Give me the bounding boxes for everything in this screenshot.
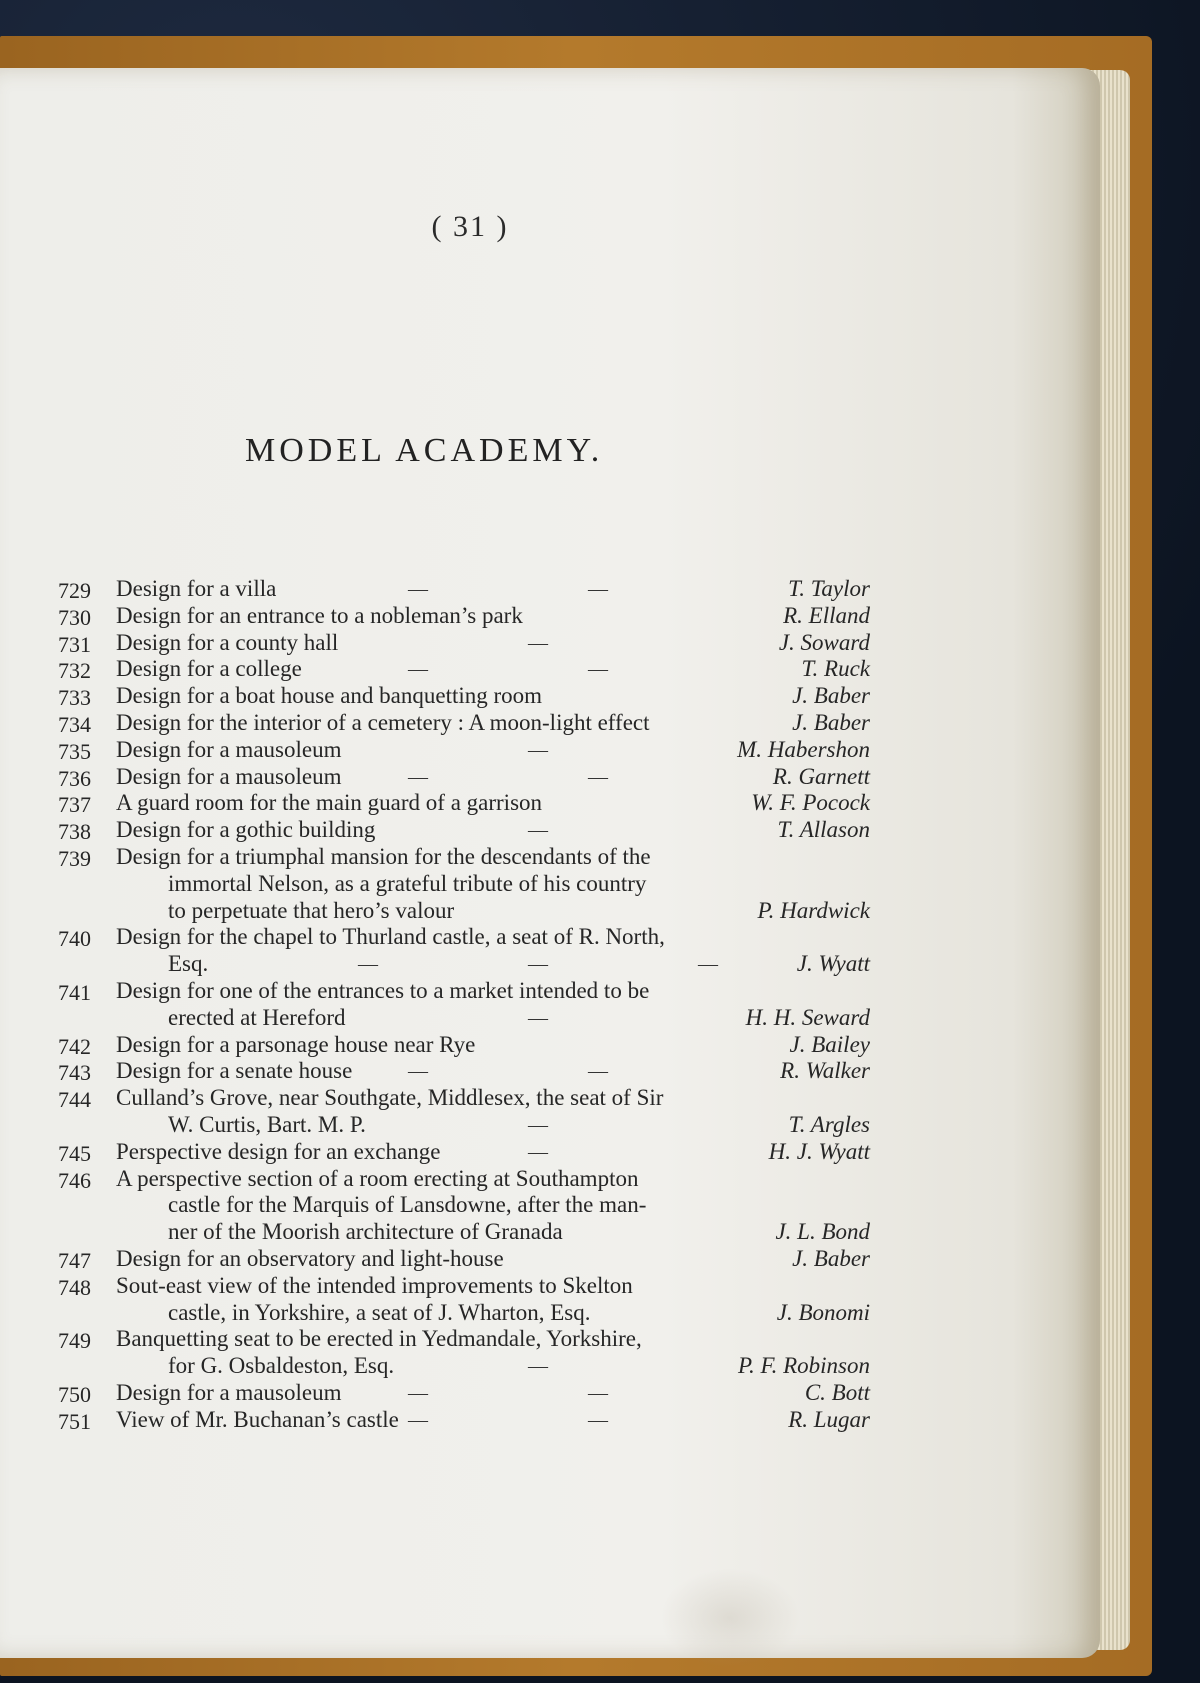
entry-title: ner of the Moorish architecture of Granada [168, 1219, 563, 1245]
entry-artist: J. Soward [778, 629, 870, 655]
entry-title: for G. Osbaldeston, Esq. [168, 1353, 395, 1379]
catalogue-entry [58, 1273, 870, 1300]
entry-number: 746 [58, 1167, 91, 1193]
catalogue-entry [58, 1139, 870, 1166]
entry-title: View of Mr. Buchanan’s castle [116, 1406, 399, 1432]
entry-title: Design for the chapel to Thurland castle, a seat of R. North, [116, 924, 665, 950]
entry-number: 742 [58, 1033, 91, 1059]
catalogue-entries [58, 576, 870, 1434]
leader-dash: — [588, 765, 608, 788]
leader-dash: — [698, 953, 718, 976]
entry-title: Culland’s Grove, near Southgate, Middlesex, the seat of Sir [116, 1085, 664, 1111]
entry-title: Design for an observatory and light-house [116, 1245, 504, 1271]
entry-number: 729 [58, 578, 91, 603]
entry-title: Perspective design for an exchange [116, 1138, 441, 1164]
leader-dash: — [358, 953, 378, 976]
entry-artist: C. Bott [804, 1379, 870, 1405]
entry-title: Design for a mausoleum [116, 736, 342, 762]
catalogue-entry [58, 603, 870, 630]
entry-title: immortal Nelson, as a grateful tribute of his country [168, 870, 647, 896]
leader-dash: — [408, 765, 428, 788]
leader-dash: — [408, 1408, 428, 1431]
catalogue-entry [58, 1246, 870, 1273]
entry-artist: J. Bonomi [776, 1299, 870, 1325]
entry-number: 750 [58, 1381, 91, 1407]
leader-dash: — [528, 1006, 548, 1029]
catalogue-entry-continuation [58, 898, 870, 925]
catalogue-entry [58, 710, 870, 737]
page-stain [660, 1568, 800, 1668]
leader-dash: — [528, 953, 548, 976]
entry-number: 732 [58, 658, 91, 684]
leader-dash: — [528, 631, 548, 654]
entry-title: Esq. [168, 951, 209, 977]
entry-artist: T. Allason [777, 817, 870, 843]
leader-dash: — [408, 658, 428, 681]
catalogue-entry [58, 1407, 870, 1434]
entry-title: Design for a boat house and banquetting room [116, 683, 543, 709]
catalogue-entry [58, 924, 870, 951]
entry-title: Design for an entrance to a nobleman’s park [116, 602, 523, 628]
entry-title: Design for one of the entrances to a market intended to be [116, 977, 650, 1003]
leader-dash: — [588, 578, 608, 600]
catalogue-entry-continuation [58, 871, 870, 898]
entry-artist: H. J. Wyatt [768, 1138, 870, 1164]
leader-dash: — [408, 1060, 428, 1083]
leader-dash: — [528, 1355, 548, 1378]
entry-number: 748 [58, 1274, 91, 1300]
entry-number: 734 [58, 711, 91, 737]
catalogue-entry-continuation [58, 1192, 870, 1219]
entry-number: 730 [58, 604, 91, 630]
entry-artist: T. Taylor [788, 576, 870, 601]
entry-number: 747 [58, 1247, 91, 1273]
page-number: ( 31 ) [431, 210, 509, 243]
entry-artist: P. F. Robinson [737, 1353, 870, 1379]
entry-artist: J. Wyatt [796, 951, 870, 977]
catalogue-entry-continuation [58, 951, 870, 978]
entry-artist: M. Habershon [737, 736, 870, 762]
entry-title: to perpetuate that hero’s valour [168, 897, 455, 923]
entry-number: 736 [58, 765, 91, 791]
entry-number: 731 [58, 631, 91, 657]
entry-artist: T. Ruck [801, 656, 870, 682]
leader-dash: — [408, 1381, 428, 1404]
entry-title: Design for a county hall [116, 629, 339, 655]
catalogue-entry [58, 844, 870, 871]
leader-dash: — [408, 578, 428, 600]
entry-title: Design for a college [116, 656, 302, 682]
entry-artist: P. Hardwick [757, 897, 870, 923]
entry-number: 735 [58, 738, 91, 764]
entry-artist: R. Elland [783, 602, 870, 628]
catalogue-entry [58, 1380, 870, 1407]
entry-number: 741 [58, 979, 91, 1005]
entry-artist: J. Baber [792, 709, 870, 735]
entry-artist: J. Baber [792, 1245, 870, 1271]
catalogue-entry-continuation [58, 1353, 870, 1380]
entry-title: Design for a triumphal mansion for the descendants of the [116, 843, 651, 869]
entry-artist: R. Walker [780, 1058, 870, 1084]
entry-number: 738 [58, 819, 91, 845]
leader-dash: — [588, 1381, 608, 1404]
catalogue-entry [58, 978, 870, 1005]
catalogue-entry [58, 630, 870, 657]
leader-dash: — [588, 1060, 608, 1083]
leader-dash: — [588, 1408, 608, 1431]
entry-artist: R. Garnett [772, 763, 870, 789]
entry-number: 745 [58, 1140, 91, 1166]
catalogue-entry [58, 1058, 870, 1085]
entry-artist: T. Argles [788, 1111, 870, 1137]
entry-number: 737 [58, 792, 91, 818]
entry-artist: J. Baber [792, 683, 870, 709]
entry-number: 749 [58, 1328, 91, 1354]
leader-dash: — [528, 819, 548, 842]
entry-number: 744 [58, 1087, 91, 1113]
entry-number: 743 [58, 1060, 91, 1086]
entry-title: castle for the Marquis of Lansdowne, after the man- [168, 1192, 647, 1218]
entry-title: Design for a parsonage house near Rye [116, 1031, 476, 1057]
entry-title: castle, in Yorkshire, a seat of J. Wharton, Esq. [168, 1299, 591, 1325]
entry-artist: J. Bailey [789, 1031, 870, 1057]
entry-title: A guard room for the main guard of a garrison [116, 790, 543, 816]
entry-artist: W. F. Pocock [751, 790, 870, 816]
catalogue-entry [58, 817, 870, 844]
catalogue-entry [58, 764, 870, 791]
leader-dash: — [528, 1140, 548, 1163]
entry-title: W. Curtis, Bart. M. P. [168, 1111, 366, 1137]
catalogue-entry [58, 1166, 870, 1193]
catalogue-entry [58, 737, 870, 764]
entry-title: Sout-east view of the intended improvements to Skelton [116, 1272, 633, 1298]
entry-number: 733 [58, 685, 91, 711]
section-title: MODEL ACADEMY. [245, 432, 604, 469]
leader-dash: — [528, 1113, 548, 1136]
entry-artist: R. Lugar [788, 1406, 870, 1432]
leader-dash: — [588, 658, 608, 681]
catalogue-entry [58, 576, 870, 603]
entry-title: A perspective section of a room erecting at Southampton [116, 1165, 639, 1191]
catalogue-entry-continuation [58, 1112, 870, 1139]
catalogue-entry [58, 1085, 870, 1112]
entry-title: Banquetting seat to be erected in Yedmandale, Yorkshire, [116, 1326, 642, 1352]
entry-title: Design for a gothic building [116, 817, 376, 843]
entry-title: Design for a mausoleum [116, 1379, 342, 1405]
entry-artist: H. H. Seward [745, 1004, 870, 1030]
catalogue-entry [58, 1326, 870, 1353]
catalogue-entry [58, 656, 870, 683]
leader-dash: — [528, 738, 548, 761]
catalogue-entry [58, 683, 870, 710]
entry-title: Design for a senate house [116, 1058, 353, 1084]
catalogue-entry-continuation [58, 1219, 870, 1246]
entry-title: Design for a villa [116, 576, 277, 601]
entry-number: 739 [58, 845, 91, 871]
entry-title: Design for a mausoleum [116, 763, 342, 789]
entry-title: Design for the interior of a cemetery : A moon-light effect [116, 709, 650, 735]
entry-number: 751 [58, 1408, 91, 1434]
entry-title: erected at Hereford [168, 1004, 346, 1030]
catalogue-entry [58, 790, 870, 817]
catalogue-entry-continuation [58, 1300, 870, 1327]
catalogue-entry [58, 1032, 870, 1059]
entry-number: 740 [58, 926, 91, 952]
entry-artist: J. L. Bond [775, 1219, 870, 1245]
catalogue-entry-continuation [58, 1005, 870, 1032]
book-page [0, 68, 1100, 1658]
